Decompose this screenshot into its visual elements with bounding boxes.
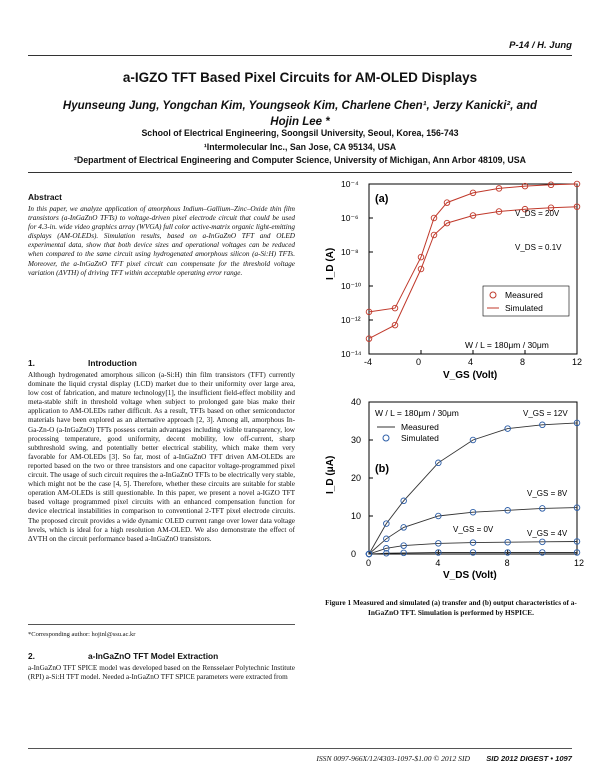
- panel-a-legend-measured: Measured: [505, 290, 543, 300]
- section-heading-model: a-InGaZnO TFT Model Extraction: [88, 651, 219, 661]
- affiliation-3: ²Department of Electrical Engineering and Computer Science, University of Michigan, Ann Arbor 48109, USA: [74, 155, 526, 165]
- introduction-text: Although hydrogenated amorphous silicon (a-Si:H) thin film transistors (TFT) currently dominate the liquid crystal display (LCD) market due to their uniformity over large area, low cost of fabrication, and mature technology[1], the insufficient field-effect mobility and meta-stable shift in threshold voltage when subject to prolonged gate bias make their application to AM-OLEDs rather difficult. As a result, TFTs based on other semiconductor materials have been explored as an alternative approach [2, 3]. Among all, amorphous In-Ga-Zn-O (a-InGaZnO) TFTs possess certain advantages including visible transparency, low processing temperature, good uniformity, decent mobility, low off-current, sharp subthreshold swing, and potentially better electrical stability, which make them very favorable for AM-OLEDs [3]. So far, most of a-InGaZnO TFT driven AM-OLEDs are reported based on the two or three transistors and one capacitor voltage-programmed pixel circuit. The usage of such circuit requires the a-InGaZnO TFTs to be electrically very stable, which might not be the case [4, 5]. Therefore, whether these circuits are suitable for stable operation AM-OLEDs is still questionable. In this paper, we present a novel a-IGZO TFT based voltage programmed pixel circuits with an enhanced compensation function for device electrical instabilities in comparison to conventional 2-TFT pixel electrode circuits. The proposed circuit provides a wide dynamic OLED current range over lower data voltage levels, which is ideal for a high resolution AM-OLED. We also demonstrate the effect of ΔVTH on the circuit performance based a-InGaZnO transistors.: [28, 371, 295, 543]
- panel-b: [325, 397, 584, 580]
- x-tick-label: 8: [504, 558, 510, 568]
- issn-line: ISSN 0097-966X/12/4303-1097-$1.00 © 2012 SID: [316, 754, 470, 763]
- y-tick-label: 40: [351, 397, 362, 407]
- x-tick-label: 8: [520, 357, 526, 367]
- footer-rule: [28, 748, 572, 749]
- figure-caption: Figure 1 Measured and simulated (a) transfer and (b) output characteristics of a-InGaZnO TFT. Simulation is performed by HSPICE.: [325, 598, 577, 617]
- panel-a: [325, 180, 582, 381]
- y-tick-label: 30: [351, 435, 362, 445]
- panel-b-legend-measured: Measured: [401, 422, 439, 432]
- y-tick-label: 10⁻¹⁴: [341, 349, 362, 359]
- panel-b-ylabel: I_D (μA): [325, 455, 336, 494]
- panel-b-legend-simulated: Simulated: [401, 433, 439, 443]
- section-heading-introduction: Introduction: [88, 358, 137, 368]
- y-tick-label: 10⁻⁸: [341, 247, 359, 257]
- affiliation-1: School of Electrical Engineering, Soongsil University, Seoul, Korea, 156-743: [141, 128, 459, 138]
- model-text: a-InGaZnO TFT SPICE model was developed based on the Rensselaer Polytechnic Institute (RPI) a-Si:H TFT model. Needed a-InGaZnO TFT SPICE parameters were extracted from: [28, 664, 295, 682]
- legend-simulated-marker: [383, 435, 389, 441]
- panel-a-plot: [366, 181, 580, 341]
- x-tick-label: 12: [574, 558, 585, 568]
- digest-page: SID 2012 DIGEST • 1097: [486, 754, 572, 763]
- y-tick-label: 10⁻⁴: [341, 180, 359, 189]
- section-rule: [28, 172, 572, 173]
- x-tick-label: 4: [435, 558, 441, 568]
- affiliation-2: ¹Intermolecular Inc., San Jose, CA 95134, USA: [203, 142, 397, 152]
- x-tick-label: 0: [416, 357, 422, 367]
- running-header: P-14 / H. Jung: [509, 40, 572, 51]
- y-tick-label: 10⁻¹²: [341, 315, 361, 325]
- section-number: 2.: [28, 651, 35, 661]
- panel-a-wl-note: W / L = 180μm / 30μm: [465, 340, 549, 350]
- x-tick-label: 12: [572, 357, 583, 367]
- panel-b-label: (b): [375, 463, 390, 475]
- section-number: 1.: [28, 358, 35, 368]
- abstract-text: In this paper, we analyze application of amorphous Indium–Gallium–Zinc–Oxide thin film transistors (a-InGaZnO TFTs) to voltage-driven pixel electrode circuit that could be used for 4.3-in. wide video graphics array (WVGA) full color active-matrix organic light-emitting displays (AM-OLEDs). Simulation results, based on a-InGaZnO TFT and OLED experimental data, show that both device sizes and operational voltages can be reduced when compared to the same circuit using hydrogenated amorphous silicon (a-Si:H) TFTs. Moreover, the a-InGaZnO TFT pixel circuit can compensate for the threshold voltage variation (ΔVTH) of driving TFT within acceptable operating error range.: [28, 205, 295, 277]
- panel-a-xlabel: V_GS (Volt): [443, 370, 498, 381]
- panel-b-curve-label-8v: V_GS = 8V: [527, 489, 568, 498]
- panel-b-curve-label-12v: V_GS = 12V: [523, 409, 568, 418]
- panel-a-ylabel: I_D (A): [325, 247, 336, 280]
- abstract-heading: Abstract: [28, 192, 62, 202]
- y-tick-label: 10⁻¹⁰: [341, 281, 362, 291]
- figure-1: [315, 180, 587, 580]
- panel-a-curve-label-01v: V_DS = 0.1V: [515, 243, 562, 252]
- footnote: *Corresponding author: hojinl@ssu.ac.kr: [28, 631, 136, 638]
- panel-b-curve-label-4v: V_GS = 4V: [527, 529, 568, 538]
- x-tick-label: 0: [366, 558, 372, 568]
- x-tick-label: 4: [468, 357, 474, 367]
- y-tick-label: 20: [351, 473, 362, 483]
- series-line-01v: [369, 207, 577, 339]
- panel-b-xlabel: V_DS (Volt): [443, 570, 497, 580]
- x-tick-label: -4: [364, 357, 373, 367]
- panel-b-wl-note: W / L = 180μm / 30μm: [375, 408, 459, 418]
- y-tick-label: 10: [351, 511, 362, 521]
- header-rule: [28, 55, 572, 56]
- footnote-rule: [28, 624, 295, 625]
- panel-b-curve-label-0v: V_GS = 0V: [453, 525, 494, 534]
- y-tick-label: 10⁻⁶: [341, 213, 359, 223]
- author-list: Hyunseung Jung, Yongchan Kim, Youngseok Kim, Charlene Chen¹, Jerzy Kanicki², and Hojin Lee *: [62, 100, 538, 128]
- panel-a-curve-label-20v: V_DS = 20V: [515, 209, 560, 218]
- y-tick-label: 0: [351, 549, 357, 559]
- panel-a-label: (a): [375, 193, 389, 205]
- paper-title: a-IGZO TFT Based Pixel Circuits for AM-OLED Displays: [122, 70, 478, 85]
- panel-a-legend-simulated: Simulated: [505, 303, 543, 313]
